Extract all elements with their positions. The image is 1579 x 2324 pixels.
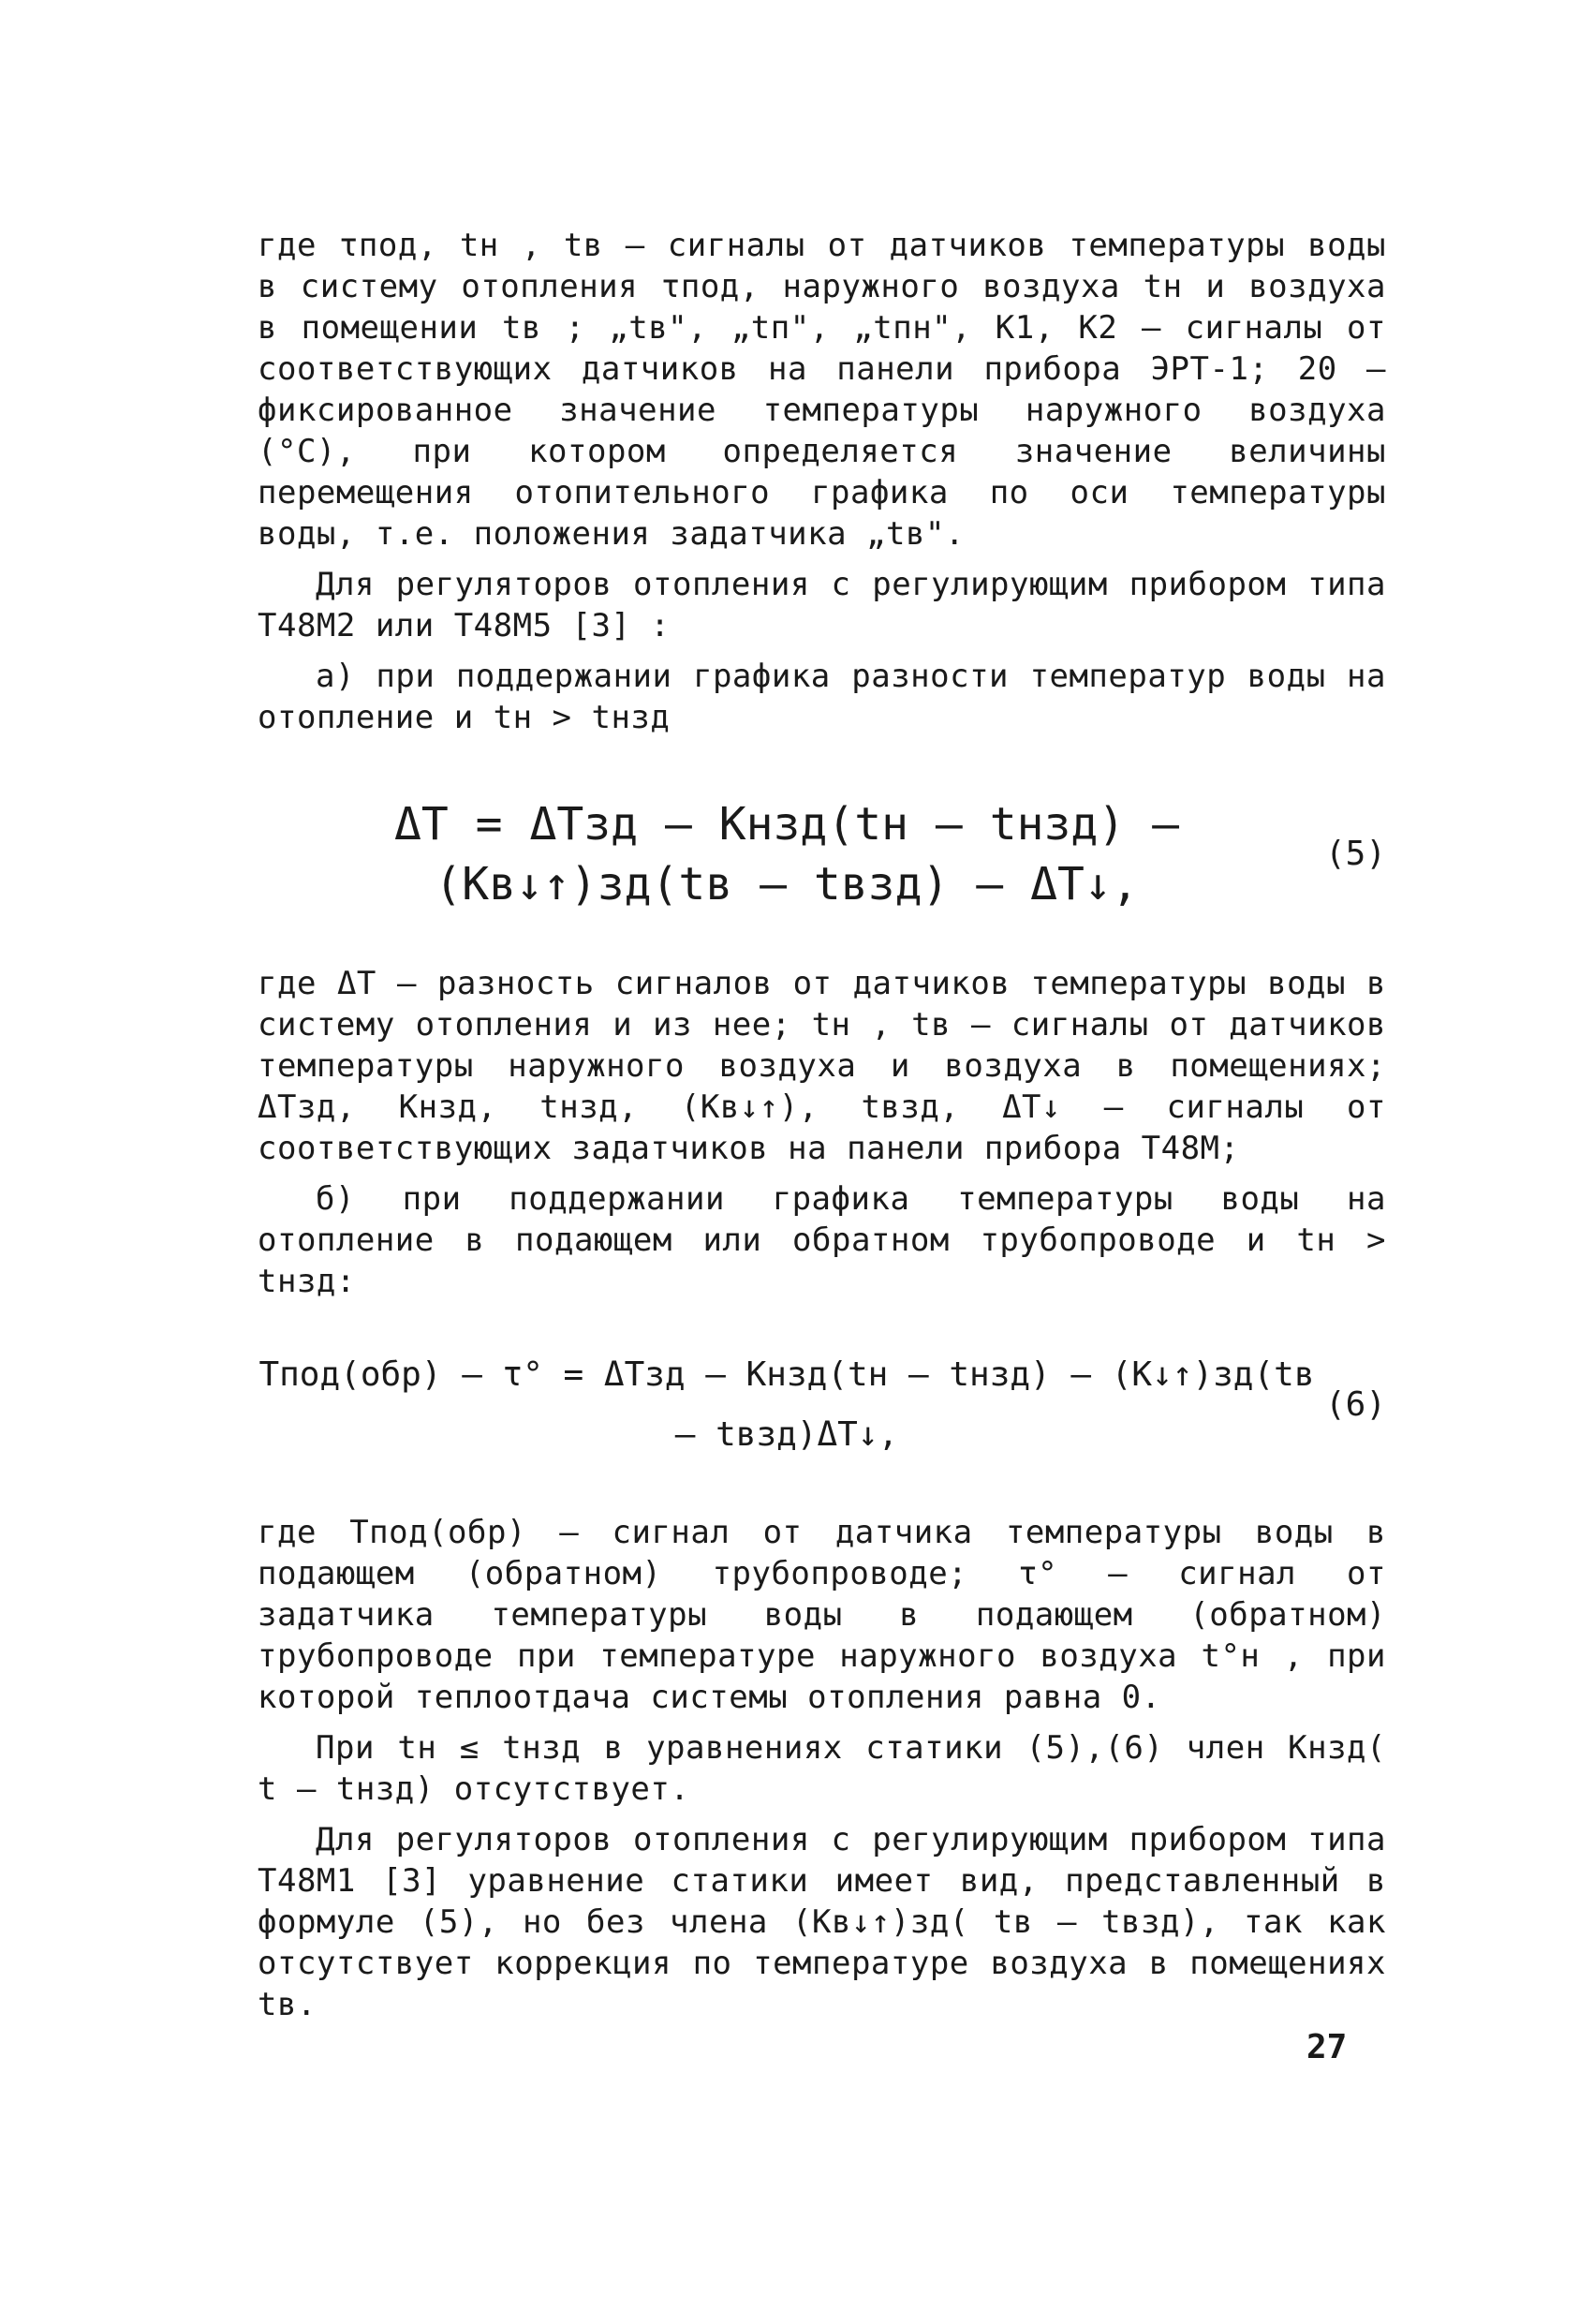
paragraph-signals-definition: где τпод, tн , tв – сигналы от датчиков температуры воды в систему отопления τпод, наружного воздуха tн и воздуха в помещении tв ; „tв", „tп", „tпн", К1, К2 – сигналы от соответствующих датчиков на панели прибора ЭРТ-1; 20 – фиксированное значение температуры наружного воздуха (°С), при котором определяется значение величины перемещения отопительного графика по оси температуры воды, т.е. положения задатчика „tв". — [258, 227, 1386, 553]
equation-5-body: ΔТ = ΔТзд – Кнзд(tн – tнзд) – (Кв↓↑)зд(tв – tвзд) – ΔТ↓, — [393, 798, 1180, 910]
document-page — [258, 225, 1386, 2025]
equation-5 — [258, 794, 1386, 914]
paragraph-item-b: б) при поддержании графика температуры воды на отопление в подающем или обратном трубопроводе и tн > tнзд: — [258, 1180, 1386, 1300]
page-number: 27 — [1306, 2028, 1348, 2066]
equation-6-number: (6) — [1324, 1385, 1386, 1424]
equation-5-number: (5) — [1324, 835, 1386, 873]
paragraph-regulators-t48m2: Для регуляторов отопления с регулирующим прибором типа Т48М2 или Т48М5 [3] : — [258, 566, 1386, 644]
equation-6 — [258, 1345, 1386, 1465]
paragraph-delta-t-definition: где ΔТ – разность сигналов от датчиков температуры воды в систему отопления и из нее; tн , tв – сигналы от датчиков температуры наружного воздуха и воздуха в помещениях; ΔТзд, Кнзд, tнзд, (Кв↓↑), tвзд, ΔТ↓ – сигналы от соответствующих задатчиков на панели прибора Т48М; — [258, 965, 1386, 1167]
paragraph-t-pod-definition: где Тпод(обр) – сигнал от датчика температуры воды в подающем (обратном) трубопроводе; τ° – сигнал от задатчика температуры воды в подающем (обратном) трубопроводе при температуре наружного воздуха t°н , при которой теплоотдача системы отопления равна 0. — [258, 1514, 1386, 1716]
equation-6-body: Тпод(обр) – τ° = ΔТзд – Кнзд(tн – tнзд) – (К↓↑)зд(tв – tвзд)ΔТ↓, — [258, 1355, 1315, 1454]
paragraph-regulators-t48m1: Для регуляторов отопления с регулирующим прибором типа Т48М1 [3] уравнение статики имеет вид, представленный в формуле (5), но без члена (Кв↓↑)зд( tв – tвзд), так как отсутствует коррекция по температуре воздуха в помещениях tв. — [258, 1821, 1386, 2023]
paragraph-statics-note: При tн ≤ tнзд в уравнениях статики (5),(6) член Кнзд( t – tнзд) отсутствует. — [258, 1729, 1386, 1808]
paragraph-item-a: а) при поддержании графика разности температур воды на отопление и tн > tнзд — [258, 658, 1386, 736]
